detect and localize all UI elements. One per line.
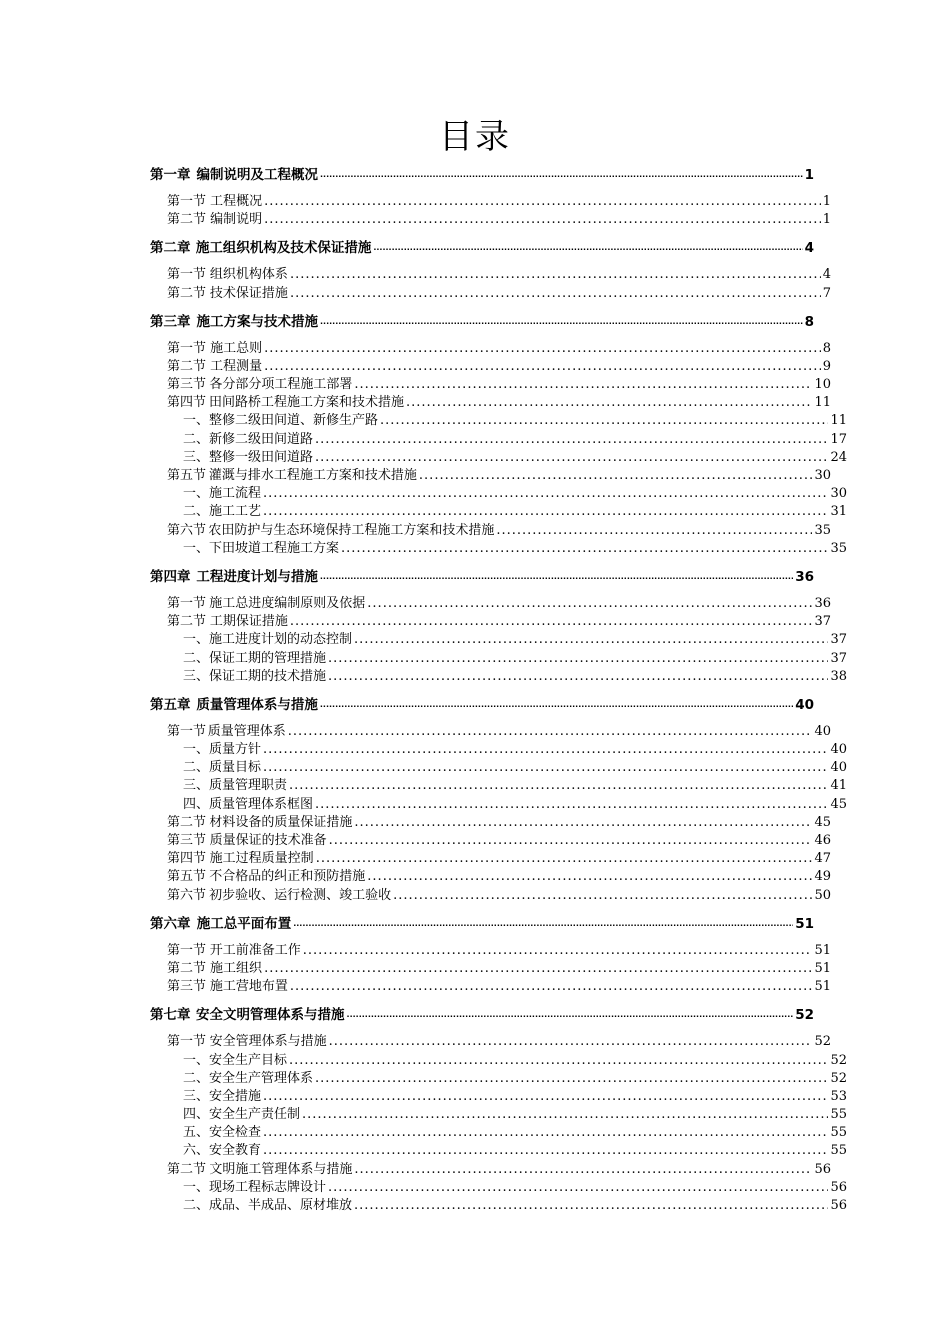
toc-entry[interactable]: [150, 868, 831, 886]
toc-chapter-entry[interactable]: [150, 911, 814, 937]
toc-entry-title: 四、质量管理体系框图: [183, 796, 314, 812]
toc-page-number: 9: [822, 358, 831, 374]
toc-entry-title: 二、施工工艺: [183, 504, 262, 520]
toc-entry-number: 第一节: [167, 1034, 207, 1050]
toc-entry-title: 一、下田坡道工程施工方案: [183, 540, 340, 556]
toc-entry-title: 二、新修二级田间道路: [183, 431, 314, 447]
toc-dot-leader: [419, 467, 813, 485]
toc-entry-title: 灌溉与排水工程施工方案和技术措施: [208, 468, 417, 484]
toc-entry-title: 一、施工进度计划的动态控制: [183, 632, 353, 648]
toc-dot-leader: [320, 692, 793, 718]
toc-entry[interactable]: [150, 978, 831, 996]
toc-dot-leader: [290, 613, 813, 631]
toc-entry-title: 工程概况: [210, 193, 263, 209]
table-of-contents: [150, 162, 847, 1215]
toc-entry-title: 不合格品的纠正和预防措施: [209, 869, 366, 885]
toc-dot-leader: [367, 868, 812, 886]
toc-page-number: 56: [830, 1198, 847, 1214]
toc-dot-leader: [315, 431, 828, 449]
toc-entry-title: 三、保证工期的技术措施: [183, 668, 327, 684]
toc-dot-leader: [302, 1106, 828, 1124]
toc-entry[interactable]: [150, 814, 831, 832]
toc-entry-number: 第六节: [167, 522, 207, 538]
toc-entry-title: 质量管理体系: [207, 723, 286, 739]
toc-chapter-entry[interactable]: [150, 162, 814, 188]
toc-dot-leader: [264, 193, 821, 211]
toc-page-number: 1: [804, 167, 814, 183]
toc-page-number: 41: [830, 778, 847, 794]
toc-page-number: 8: [804, 313, 814, 330]
toc-page-number: 8: [822, 340, 831, 356]
toc-dot-leader: [264, 211, 821, 229]
toc-entry[interactable]: [150, 503, 847, 521]
toc-page-number: 11: [814, 395, 831, 411]
toc-page-number: 11: [830, 413, 847, 429]
toc-entry[interactable]: [150, 1070, 847, 1088]
toc-entry-number: 第六节: [167, 887, 207, 903]
toc-page-number: 52: [814, 1034, 831, 1050]
toc-dot-leader: [320, 309, 803, 335]
toc-entry-title: 农田防护与生态环境保持工程施工方案和技术措施: [208, 522, 495, 538]
toc-entry[interactable]: [150, 1033, 831, 1051]
toc-dot-leader: [354, 1197, 828, 1215]
toc-dot-leader: [288, 723, 813, 741]
toc-entry[interactable]: [150, 1124, 847, 1142]
toc-dot-leader: [328, 650, 828, 668]
toc-entry-title: 施工营地布置: [209, 979, 288, 995]
toc-dot-leader: [315, 1070, 828, 1088]
toc-entry[interactable]: [150, 942, 831, 960]
toc-entry-title: 编制说明及工程概况: [196, 167, 318, 183]
toc-dot-leader: [406, 394, 812, 412]
toc-entry[interactable]: [150, 668, 847, 686]
toc-page-number: 7: [822, 285, 831, 301]
toc-dot-leader: [263, 1143, 828, 1161]
toc-chapter-entry[interactable]: [150, 564, 814, 590]
toc-page-number: 40: [830, 760, 847, 776]
toc-dot-leader: [290, 285, 821, 303]
toc-chapter-entry[interactable]: [150, 692, 814, 718]
toc-entry[interactable]: [150, 285, 831, 303]
toc-page-number: 35: [830, 540, 847, 556]
toc-entry-title: 三、整修一级田间道路: [183, 449, 314, 465]
toc-entry[interactable]: [150, 1052, 847, 1070]
toc-dot-leader: [264, 960, 812, 978]
toc-entry-title: 二、质量目标: [183, 760, 262, 776]
toc-page-number: 45: [830, 796, 847, 812]
toc-entry-number: 第二章: [150, 240, 191, 257]
toc-entry[interactable]: [150, 431, 847, 449]
toc-entry[interactable]: [150, 832, 831, 850]
toc-dot-leader: [289, 778, 828, 796]
toc-dot-leader: [315, 449, 828, 467]
toc-dot-leader: [380, 413, 828, 431]
toc-page-number: 51: [814, 979, 831, 995]
toc-page-number: 40: [795, 696, 814, 713]
toc-entry-title: 材料设备的质量保证措施: [209, 814, 353, 830]
toc-entry-number: 第二节: [167, 614, 207, 630]
toc-entry-number: 第四节: [167, 395, 207, 411]
toc-dot-leader: [354, 376, 812, 394]
toc-dot-leader: [354, 1161, 812, 1179]
toc-entry-title: 田间路桥工程施工方案和技术措施: [209, 395, 405, 411]
toc-page-number: 36: [795, 569, 814, 585]
toc-entry[interactable]: [150, 778, 847, 796]
toc-dot-leader: [367, 595, 812, 613]
toc-entry[interactable]: [150, 796, 847, 814]
toc-entry-number: 第二节: [167, 358, 207, 374]
toc-entry[interactable]: [150, 467, 831, 485]
toc-page-number: 40: [830, 742, 847, 758]
toc-page-number: 31: [830, 504, 847, 520]
toc-entry[interactable]: [150, 759, 847, 777]
toc-dot-leader: [263, 1088, 828, 1106]
toc-entry-title: 施工方案与技术措施: [196, 313, 318, 330]
toc-dot-leader: [290, 266, 821, 284]
toc-entry[interactable]: [150, 540, 847, 558]
toc-page-number: 40: [814, 723, 831, 739]
toc-dot-leader: [341, 540, 828, 558]
page-title: 目录: [439, 117, 511, 157]
toc-entry-title: 一、整修二级田间道、新修生产路: [183, 413, 379, 429]
toc-entry[interactable]: [150, 650, 847, 668]
toc-dot-leader: [320, 564, 793, 590]
toc-entry-number: 第三节: [167, 979, 207, 995]
toc-entry-number: 第二节: [167, 212, 207, 228]
toc-entry[interactable]: [150, 1179, 847, 1197]
toc-entry[interactable]: [150, 1143, 847, 1161]
toc-page-number: 51: [814, 960, 831, 976]
toc-entry[interactable]: [150, 193, 831, 211]
toc-dot-leader: [373, 235, 802, 261]
toc-dot-leader: [316, 850, 813, 868]
toc-entry-number: 第二节: [167, 814, 207, 830]
toc-page-number: 49: [814, 869, 831, 885]
toc-entry-title: 质量管理体系与措施: [196, 696, 318, 713]
toc-entry-title: 一、安全生产目标: [183, 1052, 288, 1068]
toc-entry-number: 第一章: [150, 167, 191, 183]
toc-entry-number: 第五节: [167, 869, 207, 885]
toc-entry-title: 编制说明: [210, 212, 263, 228]
toc-entry[interactable]: [150, 631, 847, 649]
toc-entry[interactable]: [150, 376, 831, 394]
toc-entry-number: 第七章: [150, 1007, 191, 1024]
toc-page-number: 46: [814, 833, 831, 849]
toc-entry-number: 第五章: [150, 696, 191, 713]
toc-entry-title: 工程进度计划与措施: [196, 569, 318, 585]
toc-page-number: 45: [814, 814, 831, 830]
toc-entry-title: 工期保证措施: [209, 614, 288, 630]
toc-entry-number: 第一节: [167, 340, 207, 356]
toc-page-number: 10: [814, 377, 831, 393]
toc-entry[interactable]: [150, 613, 831, 631]
toc-entry-title: 组织机构体系: [209, 267, 288, 283]
toc-entry-title: 五、安全检查: [183, 1125, 262, 1141]
toc-entry[interactable]: [150, 723, 831, 741]
toc-entry-title: 初步验收、运行检测、竣工验收: [209, 887, 392, 903]
toc-entry-title: 施工总进度编制原则及依据: [209, 595, 366, 611]
toc-dot-leader: [263, 741, 828, 759]
toc-entry-title: 四、安全生产责任制: [183, 1107, 301, 1123]
toc-entry[interactable]: [150, 358, 831, 376]
toc-entry[interactable]: [150, 1088, 847, 1106]
toc-dot-leader: [303, 942, 813, 960]
toc-page-number: 51: [795, 915, 814, 932]
toc-page-number: 55: [830, 1107, 847, 1123]
toc-dot-leader: [263, 485, 828, 503]
toc-page-number: 51: [814, 942, 831, 958]
toc-entry-title: 一、质量方针: [183, 742, 262, 758]
toc-entry[interactable]: [150, 960, 831, 978]
toc-page-number: 1: [822, 212, 831, 228]
toc-page-number: 24: [830, 449, 847, 465]
toc-dot-leader: [264, 340, 821, 358]
toc-entry[interactable]: [150, 449, 847, 467]
toc-chapter-entry[interactable]: [150, 309, 814, 335]
toc-chapter-entry[interactable]: [150, 235, 814, 261]
toc-page-number: 56: [814, 1161, 831, 1177]
toc-entry[interactable]: [150, 266, 831, 284]
toc-entry-number: 第二节: [167, 960, 207, 976]
toc-page-number: 30: [814, 468, 831, 484]
toc-entry-number: 第五节: [167, 468, 207, 484]
toc-entry-title: 二、成品、半成品、原材堆放: [183, 1198, 353, 1214]
toc-page-number: 38: [830, 668, 847, 684]
toc-entry-title: 六、安全教育: [183, 1143, 262, 1159]
toc-entry-title: 施工总平面布置: [196, 915, 292, 932]
toc-page-number: 55: [830, 1125, 847, 1141]
toc-entry-number: 第六章: [150, 915, 191, 932]
toc-dot-leader: [263, 503, 828, 521]
toc-entry-title: 二、保证工期的管理措施: [183, 650, 327, 666]
toc-dot-leader: [293, 911, 793, 937]
toc-page-number: 53: [830, 1088, 847, 1104]
toc-dot-leader: [263, 1124, 828, 1142]
toc-entry-title: 技术保证措施: [209, 285, 288, 301]
toc-entry[interactable]: [150, 1197, 847, 1215]
toc-entry[interactable]: [150, 741, 847, 759]
toc-entry[interactable]: [150, 522, 831, 540]
toc-entry-number: 第二节: [167, 285, 207, 301]
toc-entry-number: 第一节: [167, 595, 207, 611]
toc-page-number: 37: [814, 614, 831, 630]
toc-entry-title: 三、安全措施: [183, 1088, 262, 1104]
toc-entry-title: 文明施工管理体系与措施: [209, 1161, 353, 1177]
toc-entry-title: 各分部分项工程施工部署: [209, 377, 353, 393]
toc-entry-title: 工程测量: [210, 358, 263, 374]
toc-dot-leader: [320, 162, 803, 188]
toc-entry[interactable]: [150, 394, 831, 412]
toc-entry-title: 一、施工流程: [183, 486, 262, 502]
toc-entry-title: 施工组织: [210, 960, 263, 976]
toc-dot-leader: [315, 796, 828, 814]
toc-dot-leader: [289, 1052, 828, 1070]
toc-entry-number: 第三节: [167, 833, 207, 849]
toc-entry-number: 第三节: [167, 377, 207, 393]
toc-dot-leader: [328, 1179, 828, 1197]
toc-entry-title: 施工组织机构及技术保证措施: [195, 240, 372, 257]
toc-entry-number: 第一节: [167, 723, 207, 739]
toc-entry-number: 第四节: [167, 851, 207, 867]
toc-entry-title: 安全文明管理体系与措施: [196, 1007, 345, 1024]
toc-entry-number: 第三章: [150, 313, 191, 330]
toc-dot-leader: [329, 1033, 813, 1051]
toc-entry-title: 三、质量管理职责: [183, 778, 288, 794]
toc-entry[interactable]: [150, 850, 831, 868]
toc-entry[interactable]: [150, 1106, 847, 1124]
toc-entry[interactable]: [150, 485, 847, 503]
toc-entry[interactable]: [150, 340, 831, 358]
toc-chapter-entry[interactable]: [150, 1002, 814, 1028]
toc-dot-leader: [329, 832, 813, 850]
toc-entry[interactable]: [150, 595, 831, 613]
toc-entry-title: 质量保证的技术准备: [209, 833, 327, 849]
toc-page-number: 52: [795, 1007, 814, 1024]
toc-page-number: 50: [814, 887, 831, 903]
toc-page-number: 47: [814, 851, 831, 867]
toc-entry-title: 开工前准备工作: [209, 942, 301, 958]
toc-dot-leader: [347, 1002, 794, 1028]
toc-page-number: 37: [830, 650, 847, 666]
toc-page-number: 1: [822, 193, 831, 209]
toc-entry-number: 第二节: [167, 1161, 207, 1177]
toc-entry-title: 施工过程质量控制: [209, 851, 314, 867]
toc-page-number: 36: [814, 595, 831, 611]
toc-entry-title: 安全管理体系与措施: [209, 1034, 327, 1050]
toc-page-number: 30: [830, 486, 847, 502]
toc-page-number: 52: [830, 1070, 847, 1086]
toc-dot-leader: [263, 759, 828, 777]
toc-entry-title: 一、现场工程标志牌设计: [183, 1179, 327, 1195]
toc-page-number: 55: [830, 1143, 847, 1159]
toc-entry-number: 第四章: [150, 569, 191, 585]
toc-dot-leader: [354, 814, 812, 832]
toc-page-number: 35: [814, 522, 831, 538]
toc-page-number: 4: [822, 267, 831, 283]
toc-entry-number: 第一节: [167, 267, 207, 283]
toc-entry[interactable]: [150, 887, 831, 905]
toc-dot-leader: [328, 668, 828, 686]
toc-entry[interactable]: [150, 1161, 831, 1179]
toc-dot-leader: [290, 978, 813, 996]
toc-dot-leader: [393, 887, 812, 905]
toc-entry-number: 第一节: [167, 193, 207, 209]
toc-entry-title: 施工总则: [210, 340, 263, 356]
toc-dot-leader: [496, 522, 812, 540]
toc-entry[interactable]: [150, 211, 831, 229]
toc-entry-title: 二、安全生产管理体系: [183, 1070, 314, 1086]
toc-entry-number: 第一节: [167, 942, 207, 958]
toc-page-number: 52: [830, 1052, 847, 1068]
toc-entry[interactable]: [150, 413, 847, 431]
toc-page-number: 17: [830, 431, 847, 447]
toc-dot-leader: [354, 631, 828, 649]
toc-page-number: 56: [830, 1179, 847, 1195]
toc-page-number: 37: [830, 632, 847, 648]
toc-dot-leader: [264, 358, 821, 376]
toc-page-number: 4: [804, 240, 814, 257]
